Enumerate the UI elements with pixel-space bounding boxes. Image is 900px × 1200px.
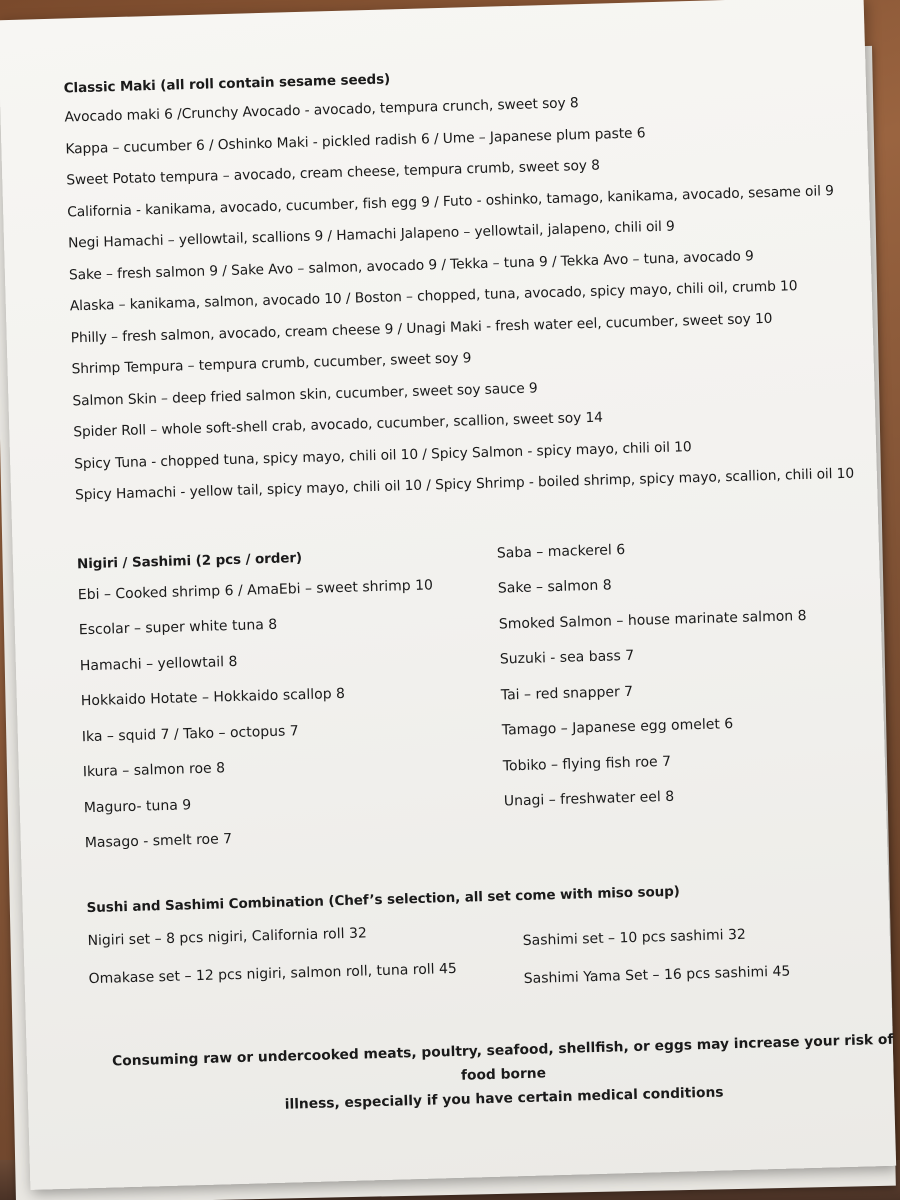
menu-item: Sake – salmon 8 (497, 577, 612, 597)
menu-item: Maguro- tuna 9 (83, 796, 192, 816)
menu-item: Philly – fresh salmon, avocado, cream cheese 9 / Unagi Maki - fresh water eel, cucumber, sweet soy 10 (70, 310, 773, 346)
nigiri-right-column (496, 526, 855, 850)
menu-item: Alaska – kanikama, salmon, avocado 10 / Boston – chopped, tuna, avocado, spicy mayo, chili oil, crumb 10 (69, 278, 798, 315)
menu-item: Avocado maki 6 /Crunchy Avocado - avocado, tempura crunch, sweet soy 8 (64, 95, 579, 126)
classic-maki-section (63, 59, 855, 512)
menu-item: Suzuki - sea bass 7 (499, 647, 635, 668)
menu-item: Kappa – cucumber 6 / Oshinko Maki - pickled radish 6 / Ume – Japanese plum paste 6 (65, 124, 646, 157)
menu-item: Omakase set – 12 pcs nigiri, salmon roll, tuna roll 45 (88, 960, 458, 987)
menu-item: Sashimi set – 10 pcs sashimi 32 (522, 926, 746, 949)
menu-item: Spicy Hamachi - yellow tail, spicy mayo, chili oil 10 / Spicy Shrimp - boiled shrimp, spicy mayo, scallion, chili oil 10 (74, 465, 855, 504)
menu-item: Nigiri set – 8 pcs nigiri, California roll 32 (87, 924, 367, 949)
section-title-combination: Sushi and Sashimi Combination (Chef’s selection, all set come with miso soup) (86, 883, 680, 916)
warning-line: illness, especially if you have certain medical conditions (284, 1083, 724, 1113)
maki-list (64, 81, 855, 512)
raw-food-warning (103, 1027, 900, 1121)
menu-item: Tai – red snapper 7 (500, 683, 634, 704)
section-title-maki: Classic Maki (all roll contain sesame seeds) (63, 71, 391, 97)
combination-grid (87, 900, 859, 1009)
combination-right-column (522, 900, 859, 997)
section-title-nigiri: Nigiri / Sashimi (2 pcs / order) (76, 549, 303, 572)
menu-item: Spider Roll – whole soft-shell crab, avocado, cucumber, scallion, sweet soy 14 (73, 409, 604, 441)
menu-item: Saba – mackerel 6 (496, 541, 626, 562)
nigiri-grid (77, 541, 855, 861)
menu-item: Sweet Potato tempura – avocado, cream cheese, tempura crumb, sweet soy 8 (66, 157, 601, 189)
menu-item: Salmon Skin – deep fried salmon skin, cucumber, sweet soy sauce 9 (72, 379, 538, 409)
menu-item: Spicy Tuna - chopped tuna, spicy mayo, chili oil 10 / Spicy Salmon - spicy mayo, chili oil 10 (74, 438, 692, 472)
combination-section (86, 878, 859, 1009)
menu-item: Smoked Salmon – house marinate salmon 8 (498, 607, 807, 633)
menu-item: Shrimp Tempura – tempura crumb, cucumber, sweet soy 9 (71, 350, 472, 378)
menu-item: Ebi – Cooked shrimp 6 / AmaEbi – sweet shrimp 10 (77, 576, 434, 603)
menu-item: California - kanikama, avocado, cucumber, fish egg 9 / Futo - oshinko, tamago, kanikama, avocado, sesame oil 9 (66, 182, 835, 220)
combination-left-column (87, 910, 524, 1010)
menu-item: Tamago – Japanese egg omelet 6 (501, 716, 734, 739)
menu-item: Negi Hamachi – yellowtail, scallions 9 / Hamachi Jalapeno – yellowtail, jalapeno, chili oil 9 (67, 218, 675, 252)
menu-item: Unagi – freshwater eel 8 (503, 788, 675, 810)
menu-item: Sake – fresh salmon 9 / Sake Avo – salmon, avocado 9 / Tekka – tuna 9 / Tekka Avo – tuna, avocado 9 (68, 247, 754, 283)
nigiri-sashimi-section (77, 534, 855, 861)
menu-item: Hokkaido Hotate – Hokkaido scallop 8 (80, 685, 346, 710)
nigiri-left-column (77, 566, 505, 862)
menu-item: Escolar – super white tuna 8 (78, 616, 278, 639)
menu-item: Sashimi Yama Set – 16 pcs sashimi 45 (523, 963, 791, 987)
menu-content (63, 59, 894, 1122)
menu-item: Masago - smelt roe 7 (84, 831, 233, 852)
menu-item: Hamachi – yellowtail 8 (79, 653, 238, 674)
menu-item: Tobiko – flying fish roe 7 (502, 753, 672, 775)
menu-item: Ika – squid 7 / Tako – octopus 7 (81, 722, 299, 745)
warning-line: Consuming raw or undercooked meats, poultry, seafood, shellfish, or eggs may increase your risk of food borne (111, 1031, 894, 1084)
menu-item: Ikura – salmon roe 8 (82, 760, 226, 781)
